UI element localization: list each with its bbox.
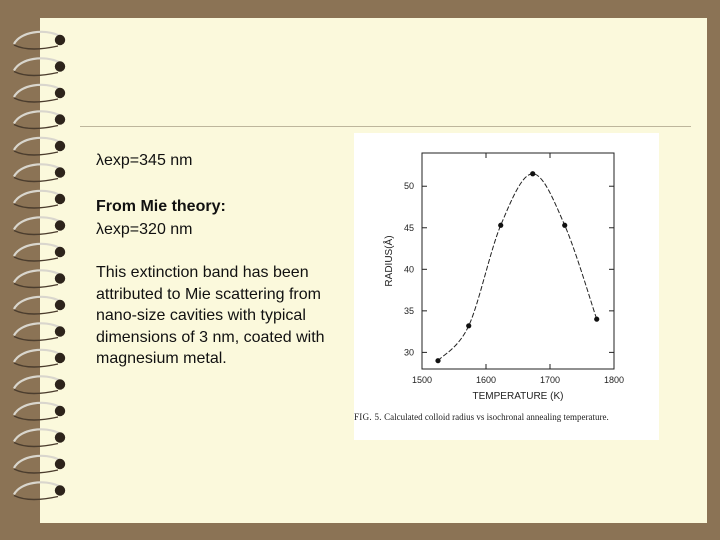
x-tick-label: 1700 [539, 375, 561, 385]
caption-label: FIG. 5. [354, 412, 382, 422]
spiral-ring-shadow [14, 310, 58, 314]
y-tick-label: 40 [403, 264, 414, 275]
spiral-ring-shadow [14, 337, 58, 341]
spiral-ring [14, 32, 60, 44]
plot-frame [422, 153, 614, 369]
spiral-ring-shadow [14, 443, 58, 447]
spiral-ring-shadow [14, 178, 58, 182]
spiral-ring [14, 456, 60, 468]
spiral-ring-shadow [14, 151, 58, 155]
spiral-ring [14, 270, 60, 282]
data-point [435, 358, 440, 363]
spiral-hole [55, 220, 65, 230]
spiral-ring [14, 217, 60, 229]
spiral-hole [55, 194, 65, 204]
spiral-ring-shadow [14, 390, 58, 394]
radius-figure [354, 133, 659, 440]
spiral-hole [55, 353, 65, 363]
lambda-exp-theory: λexp=320 nm [96, 221, 193, 238]
spiral-hole [55, 432, 65, 442]
spiral-hole [55, 61, 65, 71]
y-tick-label: 50 [403, 181, 414, 192]
data-point [498, 223, 503, 228]
spiral-ring [14, 297, 60, 309]
x-axis-label: TEMPERATURE (K) [472, 391, 564, 402]
spiral-hole [55, 459, 65, 469]
spiral-hole [55, 485, 65, 495]
y-tick-label: 45 [403, 222, 414, 233]
spiral-ring-shadow [14, 45, 58, 49]
spiral-hole [55, 114, 65, 124]
spiral-hole [55, 379, 65, 389]
spiral-hole [55, 88, 65, 98]
spiral-ring-shadow [14, 257, 58, 261]
figure-caption [354, 412, 659, 423]
data-point [530, 171, 535, 176]
x-tick-label: 1600 [475, 375, 497, 385]
lambda-exp-measured: λexp=345 nm [96, 152, 193, 169]
spiral-ring-shadow [14, 98, 58, 102]
caption-text: Calculated colloid radius vs isochronal annealing temperature. [384, 412, 609, 422]
spiral-ring [14, 164, 60, 176]
spiral-ring [14, 350, 60, 362]
spiral-ring [14, 191, 60, 203]
spiral-ring [14, 58, 60, 70]
spiral-ring [14, 429, 60, 441]
spiral-ring-shadow [14, 284, 58, 288]
spiral-ring-shadow [14, 496, 58, 500]
spiral-ring [14, 138, 60, 150]
spiral-binding [0, 0, 80, 540]
y-tick-label: 35 [403, 305, 414, 316]
spiral-ring-shadow [14, 469, 58, 473]
fit-curve [438, 174, 597, 361]
x-tick-label: 1800 [603, 375, 625, 385]
y-axis-label: RADIUS(Å) [384, 235, 395, 287]
mie-theory-heading: From Mie theory: [96, 198, 226, 215]
data-point [562, 223, 567, 228]
spiral-ring [14, 111, 60, 123]
spiral-hole [55, 247, 65, 257]
header-rule [80, 126, 691, 127]
spiral-hole [55, 141, 65, 151]
spiral-hole [55, 326, 65, 336]
data-point [594, 317, 599, 322]
spiral-ring-shadow [14, 231, 58, 235]
spiral-ring-shadow [14, 125, 58, 129]
spiral-ring [14, 85, 60, 97]
spiral-ring [14, 376, 60, 388]
spiral-ring-shadow [14, 72, 58, 76]
spiral-ring [14, 403, 60, 415]
spiral-hole [55, 300, 65, 310]
spiral-ring [14, 482, 60, 494]
radius-chart [354, 133, 659, 413]
spiral-hole [55, 35, 65, 45]
extinction-band-text: This extinction band has been attributed to Mie scattering from nano-size cavities with typical dimensions of 3 nm, coated with magnesium metal. [96, 264, 325, 367]
spiral-ring-shadow [14, 204, 58, 208]
spiral-hole [55, 273, 65, 283]
spiral-ring [14, 323, 60, 335]
spiral-ring [14, 244, 60, 256]
data-point [466, 323, 471, 328]
x-tick-label: 1500 [411, 375, 433, 385]
spiral-ring-shadow [14, 363, 58, 367]
spiral-hole [55, 406, 65, 416]
y-tick-label: 30 [403, 347, 414, 358]
spiral-ring-shadow [14, 416, 58, 420]
spiral-hole [55, 167, 65, 177]
